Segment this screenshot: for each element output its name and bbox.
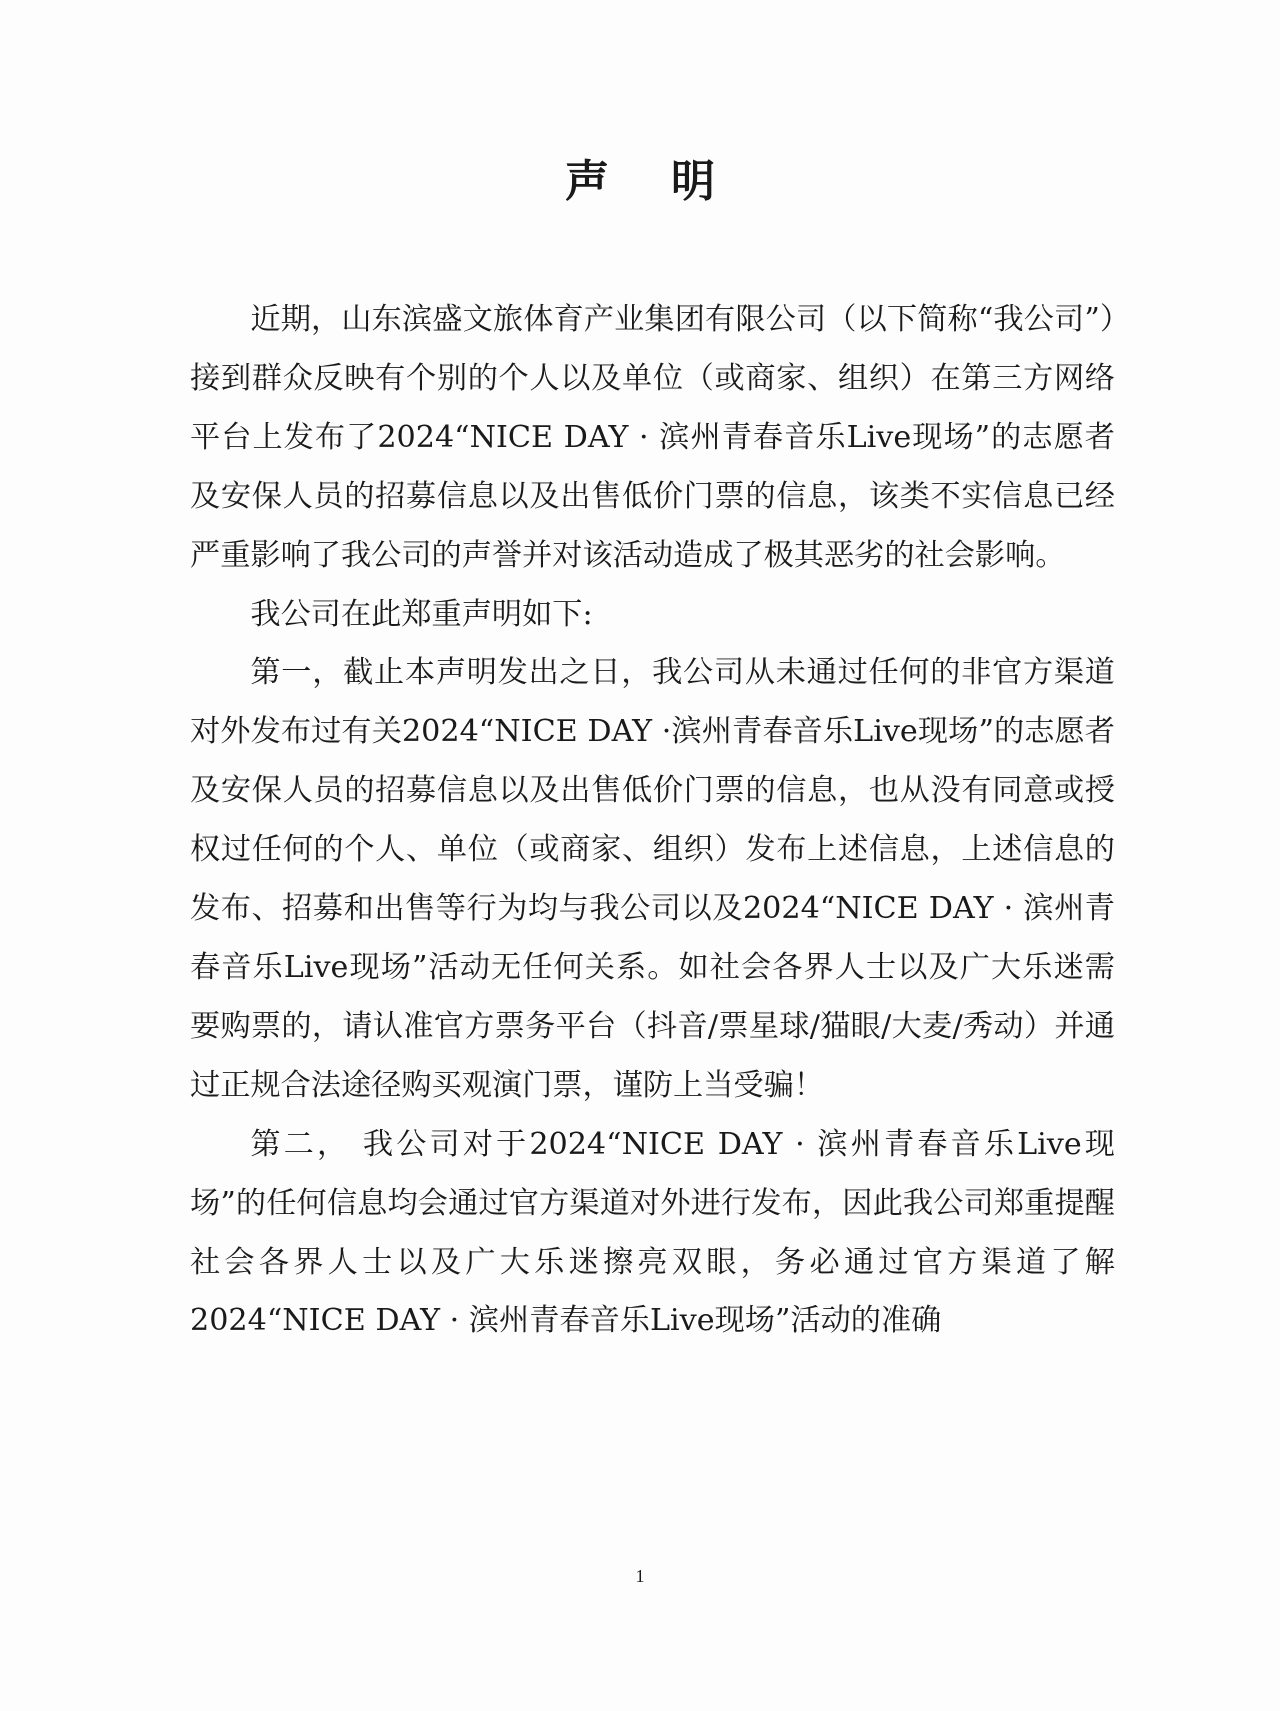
paragraph-declaration-lead: 我公司在此郑重声明如下: xyxy=(250,596,593,632)
page-title: 声明 xyxy=(565,156,777,207)
document-body xyxy=(190,291,1115,1351)
paragraph-second-point: 第二， 我公司对于2024“NICE DAY · 滨州青春音乐Live现场”的任何信息均会通过官方渠道对外进行发布，因此我公司郑重提醒社会各界人士以及广大乐迷擦亮双眼，务必通过官方渠道了解2024“NICE DAY · 滨州青春音乐Live现场”活动的准确 xyxy=(190,1126,1115,1339)
paragraph-intro: 近期，山东滨盛文旅体育产业集团有限公司（以下简称“我公司”）接到群众反映有个别的个人以及单位（或商家、组织）在第三方网络平台上发布了2024“NICE DAY · 滨州青春音乐Live现场”的志愿者及安保人员的招募信息以及出售低价门票的信息，该类不实信息已经严重影响了我公司的声誉并对该活动造成了极其恶劣的社会影响。 xyxy=(190,302,1115,573)
paragraph-first-point: 第一，截止本声明发出之日，我公司从未通过任何的非官方渠道对外发布过有关2024“NICE DAY ·滨州青春音乐Live现场”的志愿者及安保人员的招募信息以及出售低价门票的信息，也从没有同意或授权过任何的个人、单位（或商家、组织）发布上述信息，上述信息的发布、招募和出售等行为均与我公司以及2024“NICE DAY · 滨州青春音乐Live现场”活动无任何关系。如社会各界人士以及广大乐迷需要购票的，请认准官方票务平台（抖音/票星球/猫眼/大麦/秀动）并通过正规合法途径购买观演门票，谨防上当受骗！ xyxy=(190,655,1115,1103)
page-number: 1 xyxy=(635,1566,645,1586)
